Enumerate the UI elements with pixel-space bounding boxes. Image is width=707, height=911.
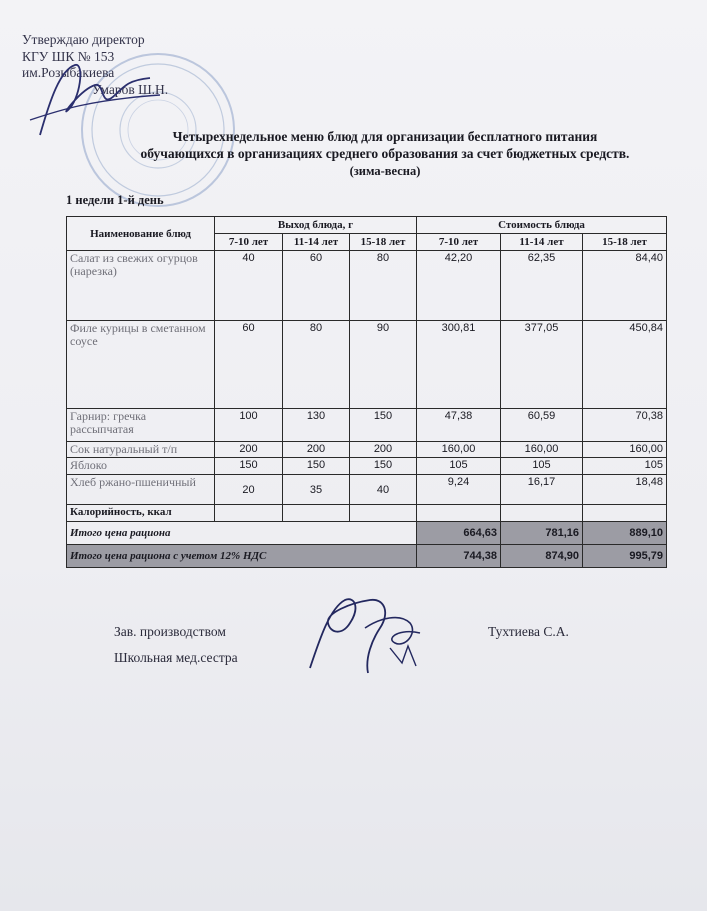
total-vat-cost-cell: 995,79 <box>583 545 667 568</box>
cost-cell: 160,00 <box>501 442 583 458</box>
cost-cell: 300,81 <box>417 321 501 409</box>
footer-position-production: Зав. производством <box>114 624 226 639</box>
menu-title-line: Четырехнедельное меню блюд для организации бесплатного питания <box>172 129 598 144</box>
yield-cell: 80 <box>350 251 417 321</box>
dish-name: Филе курицы в сметанном соусе <box>67 321 215 409</box>
empty-cell <box>350 505 417 522</box>
total-vat-label: Итого цена рациона с учетом 12% НДС <box>67 545 417 568</box>
yield-cell: 200 <box>350 442 417 458</box>
empty-cell <box>501 505 583 522</box>
table-row <box>67 251 667 321</box>
header-age: 7-10 лет <box>417 234 501 251</box>
dish-name: Гарнир: гречка рассыпчатая <box>67 409 215 442</box>
yield-cell: 35 <box>283 475 350 505</box>
cost-cell: 105 <box>417 458 501 475</box>
yield-cell: 60 <box>283 251 350 321</box>
yield-cell: 60 <box>215 321 283 409</box>
header-age: 11-14 лет <box>501 234 583 251</box>
cost-cell: 60,59 <box>501 409 583 442</box>
footer-position-nurse: Школьная мед.сестра <box>114 650 238 665</box>
approval-line: Утверждаю директор <box>22 32 145 47</box>
total-vat-row <box>67 545 667 568</box>
table-row <box>67 458 667 475</box>
cost-cell: 62,35 <box>501 251 583 321</box>
yield-cell: 150 <box>283 458 350 475</box>
cost-cell: 84,40 <box>583 251 667 321</box>
cost-cell: 450,84 <box>583 321 667 409</box>
week-day-label: 1 недели 1-й день <box>66 193 164 207</box>
header-age: 15-18 лет <box>583 234 667 251</box>
yield-cell: 80 <box>283 321 350 409</box>
header-age: 15-18 лет <box>350 234 417 251</box>
dish-name: Сок натуральный т/п <box>67 442 215 458</box>
yield-cell: 20 <box>215 475 283 505</box>
cost-cell: 70,38 <box>583 409 667 442</box>
yield-cell: 100 <box>215 409 283 442</box>
header-age: 11-14 лет <box>283 234 350 251</box>
yield-cell: 90 <box>350 321 417 409</box>
cost-cell: 160,00 <box>583 442 667 458</box>
total-label: Итого цена рациона <box>67 522 417 545</box>
yield-cell: 150 <box>215 458 283 475</box>
yield-cell: 40 <box>215 251 283 321</box>
empty-cell <box>283 505 350 522</box>
cost-cell: 18,48 <box>583 475 667 505</box>
approval-line: им.Розыбакиева <box>22 65 115 80</box>
cost-cell: 42,20 <box>417 251 501 321</box>
approval-line: КГУ ШК № 153 <box>22 48 115 64</box>
yield-cell: 40 <box>350 475 417 505</box>
yield-cell: 200 <box>283 442 350 458</box>
header-cost: Стоимость блюда <box>417 217 667 234</box>
total-cost-cell: 889,10 <box>583 522 667 545</box>
calories-row <box>67 505 667 522</box>
yield-cell: 130 <box>283 409 350 442</box>
production-head-signature <box>290 588 440 678</box>
dish-name: Салат из свежих огурцов (нарезка) <box>67 251 215 321</box>
table-row <box>67 475 667 505</box>
approval-director-name: Умаров Ш.Н. <box>92 81 169 97</box>
total-cost-cell: 781,16 <box>501 522 583 545</box>
header-name: Наименование блюд <box>67 217 215 251</box>
menu-table <box>66 216 667 568</box>
total-cost-cell: 664,63 <box>417 522 501 545</box>
total-vat-cost-cell: 874,90 <box>501 545 583 568</box>
table-row <box>67 409 667 442</box>
menu-title-season: (зима-весна) <box>349 164 421 178</box>
cost-cell: 377,05 <box>501 321 583 409</box>
empty-cell <box>417 505 501 522</box>
calories-label: Калорийность, ккал <box>67 505 215 522</box>
table-header-row <box>67 217 667 234</box>
cost-cell: 9,24 <box>417 475 501 505</box>
empty-cell <box>583 505 667 522</box>
empty-cell <box>215 505 283 522</box>
cost-cell: 16,17 <box>501 475 583 505</box>
yield-cell: 150 <box>350 409 417 442</box>
dish-name: Яблоко <box>67 458 215 475</box>
table-row <box>67 442 667 458</box>
menu-title-line: обучающихся в организациях среднего образования за счет бюджетных средств. <box>140 146 630 161</box>
cost-cell: 105 <box>501 458 583 475</box>
yield-cell: 150 <box>350 458 417 475</box>
header-age: 7-10 лет <box>215 234 283 251</box>
total-vat-cost-cell: 744,38 <box>417 545 501 568</box>
table-row <box>67 321 667 409</box>
total-row <box>67 522 667 545</box>
dish-name: Хлеб ржано-пшеничный <box>67 475 215 505</box>
cost-cell: 105 <box>583 458 667 475</box>
header-yield: Выход блюда, г <box>215 217 417 234</box>
cost-cell: 47,38 <box>417 409 501 442</box>
cost-cell: 160,00 <box>417 442 501 458</box>
footer-name-production: Тухтиева С.А. <box>488 624 569 639</box>
yield-cell: 200 <box>215 442 283 458</box>
